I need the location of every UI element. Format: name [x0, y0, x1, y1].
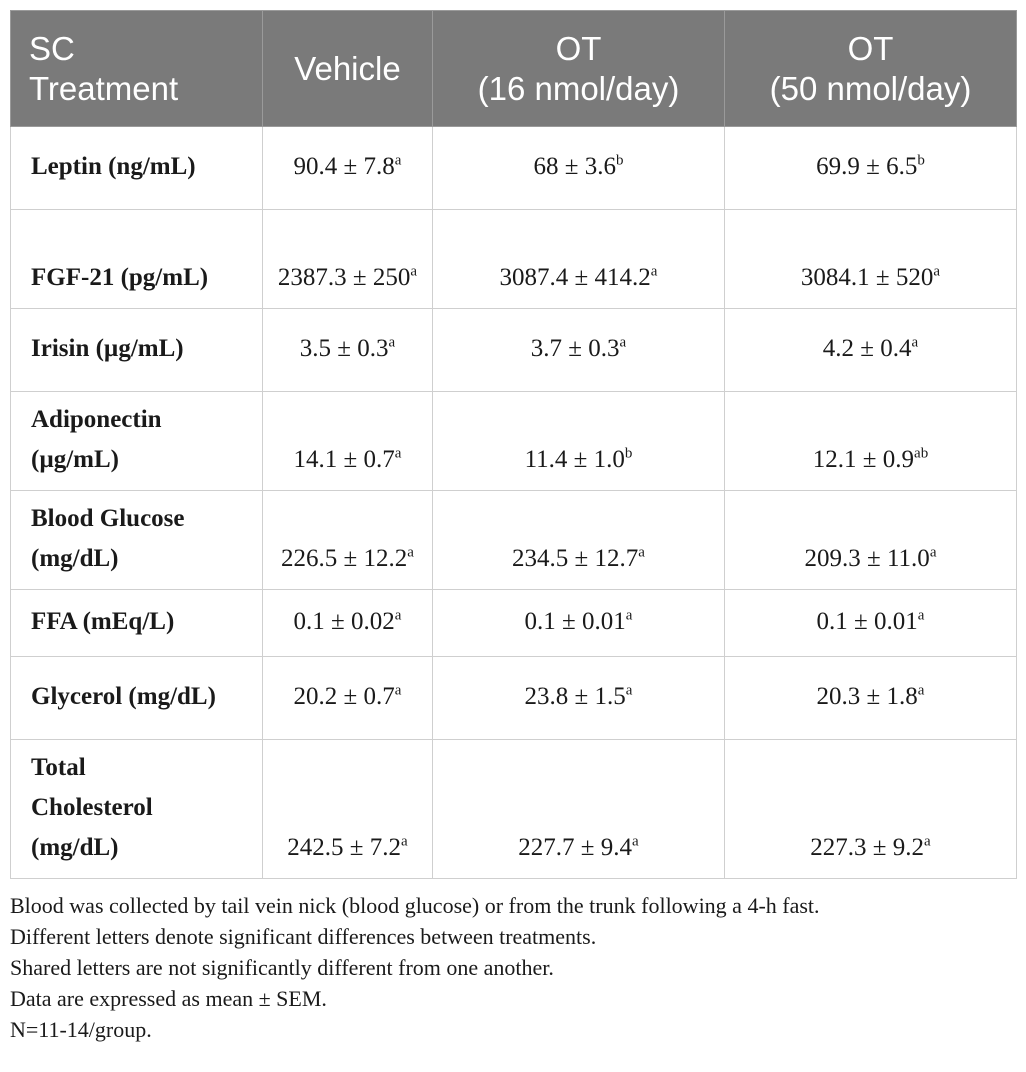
- cell-value: 3087.4 ± 414.2: [499, 264, 651, 291]
- data-table-container: [10, 10, 1016, 879]
- cell-significance: a: [911, 334, 919, 351]
- row-label-text: Glycerol (mg/dL): [31, 683, 216, 710]
- cell-significance: a: [619, 334, 627, 351]
- cell-value: 209.3 ± 11.0: [804, 545, 930, 572]
- row-label: [11, 491, 263, 590]
- cell-value: 0.1 ± 0.01: [816, 608, 918, 635]
- cell-ot-16: [433, 309, 725, 392]
- cell-significance: a: [394, 445, 402, 462]
- cell-significance: a: [394, 152, 402, 169]
- cell-vehicle: [263, 309, 433, 392]
- cell-ot-16: [433, 657, 725, 740]
- cell-vehicle: [263, 657, 433, 740]
- cell-value: 11.4 ± 1.0: [524, 446, 625, 473]
- cell-significance: a: [401, 833, 408, 850]
- cell-value: 69.9 ± 6.5: [816, 153, 918, 180]
- row-label: [11, 590, 263, 657]
- cell-significance: a: [924, 833, 931, 850]
- row-label-line-1: Adiponectin: [31, 406, 162, 433]
- row-label: [11, 392, 263, 491]
- cell-value: 20.3 ± 1.8: [816, 683, 918, 710]
- cell-ot-50: [725, 590, 1017, 657]
- cell-ot-16: [433, 740, 725, 879]
- cell-value: 90.4 ± 7.8: [293, 153, 395, 180]
- footnote: Different letters denote significant differences between treatments.: [10, 924, 597, 949]
- cell-vehicle: [263, 740, 433, 879]
- cell-ot-50: [725, 657, 1017, 740]
- footnote: Data are expressed as mean ± SEM.: [10, 986, 327, 1011]
- cell-value: 3.5 ± 0.3: [299, 335, 389, 362]
- hormone-table: [10, 10, 1017, 879]
- cell-significance: a: [625, 607, 633, 624]
- cell-ot-50: [725, 127, 1017, 210]
- cell-value: 3.7 ± 0.3: [530, 335, 620, 362]
- cell-value: 68 ± 3.6: [533, 153, 616, 180]
- cell-value: 226.5 ± 12.2: [281, 545, 408, 572]
- row-label-text: FGF-21 (pg/mL): [31, 264, 209, 291]
- table-row-blood-glucose: [11, 491, 1017, 590]
- cell-significance: a: [410, 263, 418, 280]
- row-label-text: FFA (mEq/L): [31, 608, 175, 635]
- footnote: N=11-14/group.: [10, 1017, 152, 1042]
- header-treatment-line-1: SC: [29, 29, 75, 67]
- header-ot-50-line-1: OT: [847, 29, 894, 67]
- cell-significance: a: [917, 682, 925, 699]
- cell-value: 23.8 ± 1.5: [524, 683, 626, 710]
- cell-value: 20.2 ± 0.7: [293, 683, 395, 710]
- row-label-text: Leptin (ng/mL): [31, 153, 196, 180]
- cell-significance: a: [394, 607, 402, 624]
- footnote: Blood was collected by tail vein nick (blood glucose) or from the trunk following a 4-h fast.: [10, 893, 820, 918]
- cell-value: 0.1 ± 0.01: [524, 608, 626, 635]
- table-row-adiponectin: [11, 392, 1017, 491]
- cell-ot-16: [433, 392, 725, 491]
- cell-significance: b: [624, 445, 633, 462]
- cell-vehicle: [263, 127, 433, 210]
- cell-ot-16: [433, 491, 725, 590]
- cell-value: 2387.3 ± 250: [277, 264, 411, 291]
- table-row-ffa: [11, 590, 1017, 657]
- header-treatment-line-2: Treatment: [29, 69, 179, 107]
- table-row-glycerol: [11, 657, 1017, 740]
- footnote: Shared letters are not significantly different from one another.: [10, 955, 554, 980]
- cell-significance: b: [615, 152, 624, 169]
- row-label-line-2: Cholesterol: [31, 794, 153, 821]
- row-label-text: Irisin (µg/mL): [31, 335, 184, 362]
- cell-significance: a: [929, 544, 937, 561]
- table-row-total-cholesterol: [11, 740, 1017, 879]
- cell-ot-16: [433, 210, 725, 309]
- cell-significance: ab: [914, 445, 929, 462]
- header-ot-16-line-2: (16 nmol/day): [477, 69, 680, 107]
- cell-value: 3084.1 ± 520: [800, 264, 934, 291]
- header-vehicle: [263, 11, 433, 127]
- cell-ot-50: [725, 740, 1017, 879]
- cell-value: 14.1 ± 0.7: [293, 446, 395, 473]
- row-label: [11, 309, 263, 392]
- cell-vehicle: [263, 590, 433, 657]
- cell-ot-16: [433, 590, 725, 657]
- cell-ot-50: [725, 392, 1017, 491]
- row-label-line-2: (µg/mL): [31, 446, 120, 473]
- cell-value: 242.5 ± 7.2: [287, 834, 402, 861]
- table-row-irisin: [11, 309, 1017, 392]
- cell-value: 227.3 ± 9.2: [810, 834, 925, 861]
- cell-value: 227.7 ± 9.4: [518, 834, 633, 861]
- cell-significance: a: [625, 682, 633, 699]
- cell-significance: a: [388, 334, 396, 351]
- cell-significance: b: [917, 152, 925, 169]
- table-header-row: [11, 11, 1017, 127]
- cell-significance: a: [933, 263, 941, 280]
- cell-vehicle: [263, 392, 433, 491]
- cell-ot-16: [433, 127, 725, 210]
- row-label: [11, 740, 263, 879]
- table-row-leptin: [11, 127, 1017, 210]
- row-label: [11, 657, 263, 740]
- cell-significance: a: [632, 833, 639, 850]
- cell-significance: a: [394, 682, 402, 699]
- row-label-line-1: Total: [31, 754, 86, 781]
- row-label-line-3: (mg/dL): [31, 834, 119, 861]
- cell-value: 234.5 ± 12.7: [512, 545, 639, 572]
- row-label: [11, 210, 263, 309]
- cell-vehicle: [263, 491, 433, 590]
- cell-value: 4.2 ± 0.4: [822, 335, 912, 362]
- header-ot-16: [433, 11, 725, 127]
- cell-ot-50: [725, 491, 1017, 590]
- header-ot-50-line-2: (50 nmol/day): [769, 69, 972, 107]
- cell-significance: a: [407, 544, 414, 561]
- row-label-line-1: Blood Glucose: [31, 505, 185, 532]
- cell-significance: a: [638, 544, 645, 561]
- cell-ot-50: [725, 309, 1017, 392]
- cell-ot-50: [725, 210, 1017, 309]
- header-vehicle-label: Vehicle: [294, 49, 401, 87]
- table-footnotes: [10, 890, 1020, 1045]
- row-label: [11, 127, 263, 210]
- cell-value: 0.1 ± 0.02: [293, 608, 395, 635]
- row-label-line-2: (mg/dL): [31, 545, 119, 572]
- cell-vehicle: [263, 210, 433, 309]
- header-ot-16-line-1: OT: [555, 29, 602, 67]
- header-ot-50: [725, 11, 1017, 127]
- table-row-fgf21: [11, 210, 1017, 309]
- cell-value: 12.1 ± 0.9: [812, 446, 915, 473]
- header-treatment: [11, 11, 263, 127]
- cell-significance: a: [650, 263, 658, 280]
- cell-significance: a: [917, 607, 925, 624]
